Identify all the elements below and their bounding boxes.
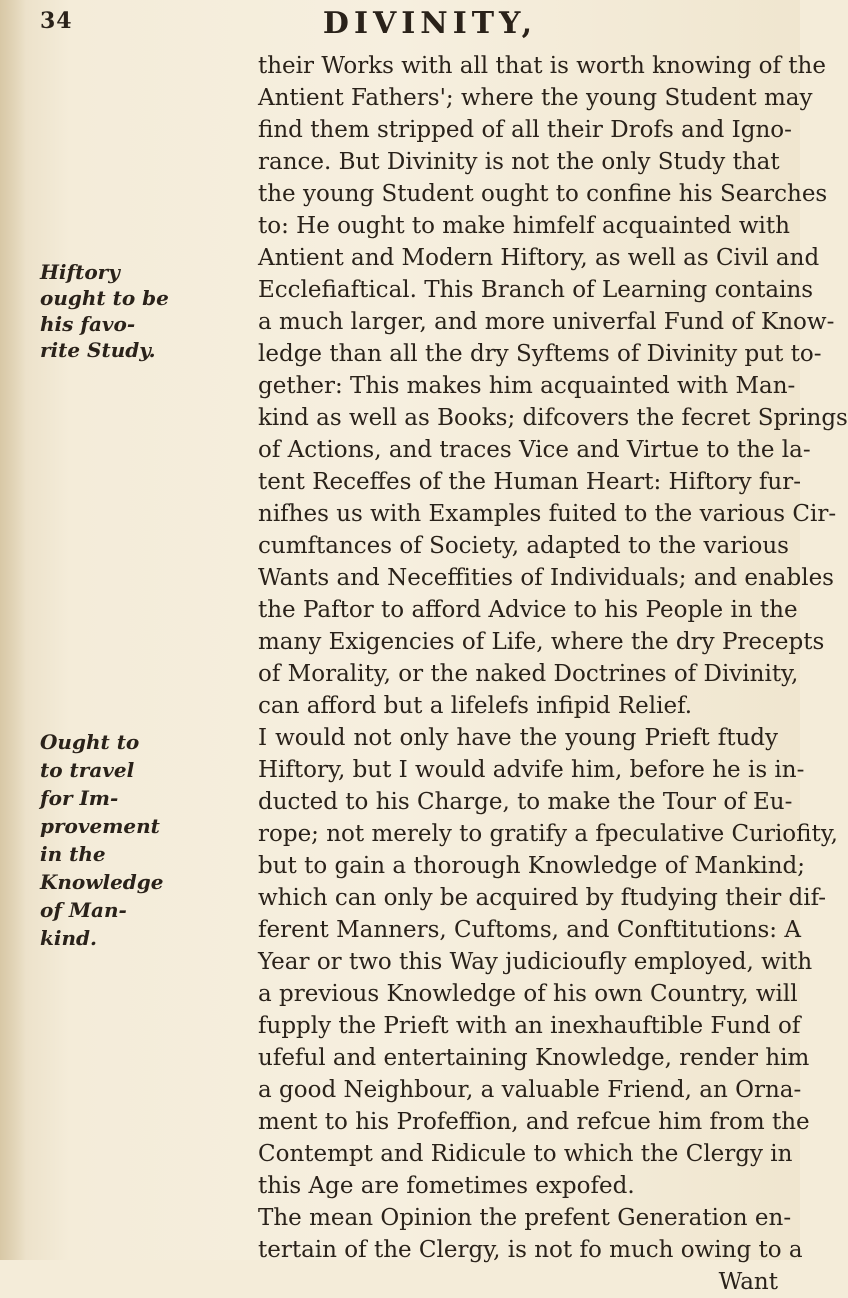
text-line: Antient Fathers'; where the young Student may (258, 85, 813, 111)
text-line: ufeful and entertaining Knowledge, render him (258, 1045, 810, 1071)
margin-note: provement (40, 814, 160, 838)
text-line: Wants and Neceffities of Individuals; and enables (258, 565, 834, 591)
margin-note: Knowledge (40, 870, 164, 894)
text-line: cumftances of Society, adapted to the various (258, 533, 789, 559)
text-line: to: He ought to make himfelf acquainted with (258, 213, 790, 239)
text-line: ledge than all the dry Syftems of Divinity put to- (258, 341, 822, 367)
margin-note: Hiftory (40, 260, 120, 284)
text-line: the Paftor to afford Advice to his People in the (258, 597, 798, 623)
page-gutter-shadow (0, 0, 26, 1260)
text-line: many Exigencies of Life, where the dry Precepts (258, 629, 825, 655)
text-line: but to gain a thorough Knowledge of Mankind; (258, 853, 806, 879)
text-line: nifhes us with Examples fuited to the various Cir- (258, 501, 837, 527)
main-text-block (258, 50, 848, 1298)
text-line: Ecclefiaftical. This Branch of Learning contains (258, 277, 814, 303)
text-line: I would not only have the young Prieft ftudy (258, 725, 778, 751)
text-line: a much larger, and more univerfal Fund of Know- (258, 309, 835, 335)
text-line: of Actions, and traces Vice and Virtue to the la- (258, 437, 811, 463)
text-line: ferent Manners, Cuftoms, and Conftitutions: A (258, 917, 801, 943)
text-line: Hiftory, but I would advife him, before he is in- (258, 757, 805, 783)
text-line: a good Neighbour, a valuable Friend, an Orna- (258, 1077, 802, 1103)
text-line: The mean Opinion the prefent Generation en- (258, 1205, 792, 1231)
margin-note: for Im- (40, 786, 119, 810)
text-line: tertain of the Clergy, is not fo much owing to a (258, 1237, 803, 1263)
text-line: of Morality, or the naked Doctrines of Divinity, (258, 661, 799, 687)
margin-note: ought to be (40, 286, 169, 310)
text-line: ducted to his Charge, to make the Tour of Eu- (258, 789, 793, 815)
page-number: 34 (40, 8, 73, 34)
text-line: which can only be acquired by ftudying their dif- (258, 885, 827, 911)
margin-note: Ought to (40, 730, 140, 754)
text-line: can afford but a lifelefs infipid Relief. (258, 693, 693, 719)
text-line: this Age are fometimes expofed. (258, 1173, 635, 1199)
text-line: gether: This makes him acquainted with Man- (258, 373, 796, 399)
text-line: kind as well as Books; difcovers the fecret Springs (258, 405, 848, 431)
margin-note: to travel (40, 758, 135, 782)
running-title: DIVINITY, (322, 6, 538, 41)
margin-note: kind. (40, 926, 97, 950)
text-line: rope; not merely to gratify a fpeculative Curiofity, (258, 821, 838, 847)
text-line: Contempt and Ridicule to which the Clergy in (258, 1141, 793, 1167)
margin-note: rite Study. (40, 338, 156, 362)
text-line: tent Receffes of the Human Heart: Hiftory fur- (258, 469, 801, 495)
catchword: Want (718, 1269, 778, 1295)
text-line: find them stripped of all their Drofs and Igno- (258, 117, 792, 143)
page-header (0, 6, 800, 46)
text-line: a previous Knowledge of his own Country, will (258, 981, 798, 1007)
margin-note: in the (40, 842, 106, 866)
text-line: Antient and Modern Hiftory, as well as Civil and (258, 245, 820, 271)
text-line: Year or two this Way judicioufly employed, with (258, 949, 813, 975)
text-line: fupply the Prieft with an inexhauftible Fund of (258, 1013, 801, 1039)
text-line: the young Student ought to confine his Searches (258, 181, 828, 207)
text-line: their Works with all that is worth knowing of the (258, 53, 826, 79)
margin-note: his favo- (40, 312, 136, 336)
margin-note: of Man- (40, 898, 127, 922)
text-line: rance. But Divinity is not the only Study that (258, 149, 780, 175)
text-line: ment to his Profeffion, and refcue him from the (258, 1109, 810, 1135)
